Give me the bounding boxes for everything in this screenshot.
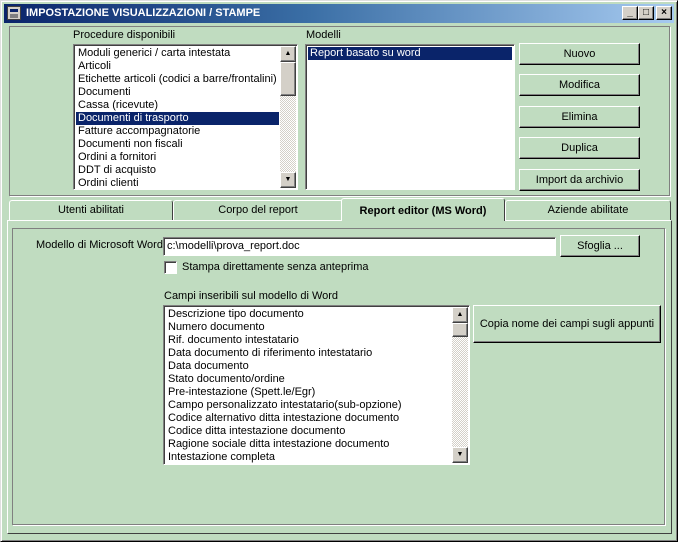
scroll-up-arrow-icon[interactable]: ▲ bbox=[452, 307, 468, 323]
copy-fields-button[interactable]: Copia nome dei campi sugli appunti bbox=[473, 305, 661, 343]
title-bar[interactable] bbox=[4, 4, 674, 23]
procedure-list-item[interactable]: Etichette articoli (codici a barre/frontalini) bbox=[78, 73, 277, 85]
field-list-item[interactable]: Pre-intestazione (Spett.le/Egr) bbox=[168, 386, 316, 398]
scroll-thumb[interactable] bbox=[280, 62, 296, 96]
field-list-item[interactable]: Intestazione completa bbox=[168, 451, 276, 463]
procedure-list-item[interactable]: Fatture accompagnatorie bbox=[78, 125, 201, 137]
window-title: IMPOSTAZIONE VISUALIZZAZIONI / STAMPE bbox=[26, 7, 261, 19]
procedure-list-item[interactable]: Ordini clienti bbox=[78, 177, 139, 189]
model-list-item[interactable]: Report basato su word bbox=[308, 47, 512, 60]
field-list-item[interactable]: Campo personalizzato intestatario(sub-opzione) bbox=[168, 399, 402, 411]
scroll-down-arrow-icon[interactable]: ▼ bbox=[280, 172, 296, 188]
procedures-label: Procedure disponibili bbox=[73, 29, 176, 41]
procedure-list-item[interactable]: Moduli generici / carta intestata bbox=[78, 47, 231, 59]
procedure-list-item[interactable]: Ordini a fornitori bbox=[78, 151, 157, 163]
fields-scrollbar[interactable] bbox=[452, 307, 468, 463]
procedures-scrollbar[interactable] bbox=[280, 46, 296, 188]
maximize-button[interactable]: □ bbox=[638, 6, 654, 20]
field-list-item[interactable]: Codice alternativo ditta intestazione documento bbox=[168, 412, 400, 424]
word-model-label: Modello di Microsoft Word bbox=[36, 239, 163, 251]
minimize-button[interactable]: _ bbox=[622, 6, 638, 20]
print-direct-label: Stampa direttamente senza anteprima bbox=[182, 261, 369, 273]
delete-button[interactable]: Elimina bbox=[519, 106, 640, 128]
word-model-path-input[interactable]: c:\modelli\prova_report.doc bbox=[163, 237, 556, 256]
field-list-item[interactable]: Numero documento bbox=[168, 321, 265, 333]
procedure-list-item[interactable]: Documenti non fiscali bbox=[78, 138, 183, 150]
tab-users[interactable]: Utenti abilitati bbox=[9, 200, 173, 220]
field-list-item[interactable]: Data documento di riferimento intestatario bbox=[168, 347, 373, 359]
procedure-list-item[interactable]: Articoli bbox=[78, 60, 112, 72]
models-listbox[interactable] bbox=[305, 44, 515, 190]
models-label: Modelli bbox=[306, 29, 341, 41]
new-button[interactable]: Nuovo bbox=[519, 43, 640, 65]
scroll-down-arrow-icon[interactable]: ▼ bbox=[452, 447, 468, 463]
app-icon[interactable] bbox=[7, 6, 21, 20]
scroll-up-arrow-icon[interactable]: ▲ bbox=[280, 46, 296, 62]
field-list-item[interactable]: Ragione sociale ditta intestazione documento bbox=[168, 438, 390, 450]
field-list-item[interactable]: Codice ditta intestazione documento bbox=[168, 425, 346, 437]
fields-listbox[interactable] bbox=[163, 305, 470, 465]
close-button[interactable]: × bbox=[656, 6, 672, 20]
field-list-item[interactable]: Descrizione tipo documento bbox=[168, 308, 304, 320]
report-editor-panel bbox=[7, 220, 672, 534]
edit-button[interactable]: Modifica bbox=[519, 74, 640, 96]
field-list-item[interactable]: Data documento bbox=[168, 360, 249, 372]
field-list-item[interactable]: Stato documento/ordine bbox=[168, 373, 285, 385]
procedure-list-item[interactable]: Documenti bbox=[78, 86, 131, 98]
import-button[interactable]: Import da archivio bbox=[519, 169, 640, 191]
tab-report-editor[interactable]: Report editor (MS Word) bbox=[341, 198, 505, 221]
fields-label: Campi inseribili sul modello di Word bbox=[164, 290, 339, 302]
print-direct-checkbox[interactable] bbox=[164, 261, 177, 274]
procedure-list-item[interactable]: Cassa (ricevute) bbox=[78, 99, 159, 111]
duplicate-button[interactable]: Duplica bbox=[519, 137, 640, 159]
field-list-item[interactable]: Rif. documento intestatario bbox=[168, 334, 299, 346]
browse-button[interactable]: Sfoglia ... bbox=[560, 235, 640, 257]
procedure-list-item[interactable]: DDT di acquisto bbox=[78, 164, 157, 176]
tab-report-body[interactable]: Corpo del report bbox=[173, 200, 343, 220]
procedures-listbox[interactable] bbox=[73, 44, 298, 190]
procedure-list-item[interactable]: Documenti di trasporto bbox=[76, 112, 279, 125]
tab-companies[interactable]: Aziende abilitate bbox=[505, 200, 671, 220]
scroll-thumb[interactable] bbox=[452, 323, 468, 337]
